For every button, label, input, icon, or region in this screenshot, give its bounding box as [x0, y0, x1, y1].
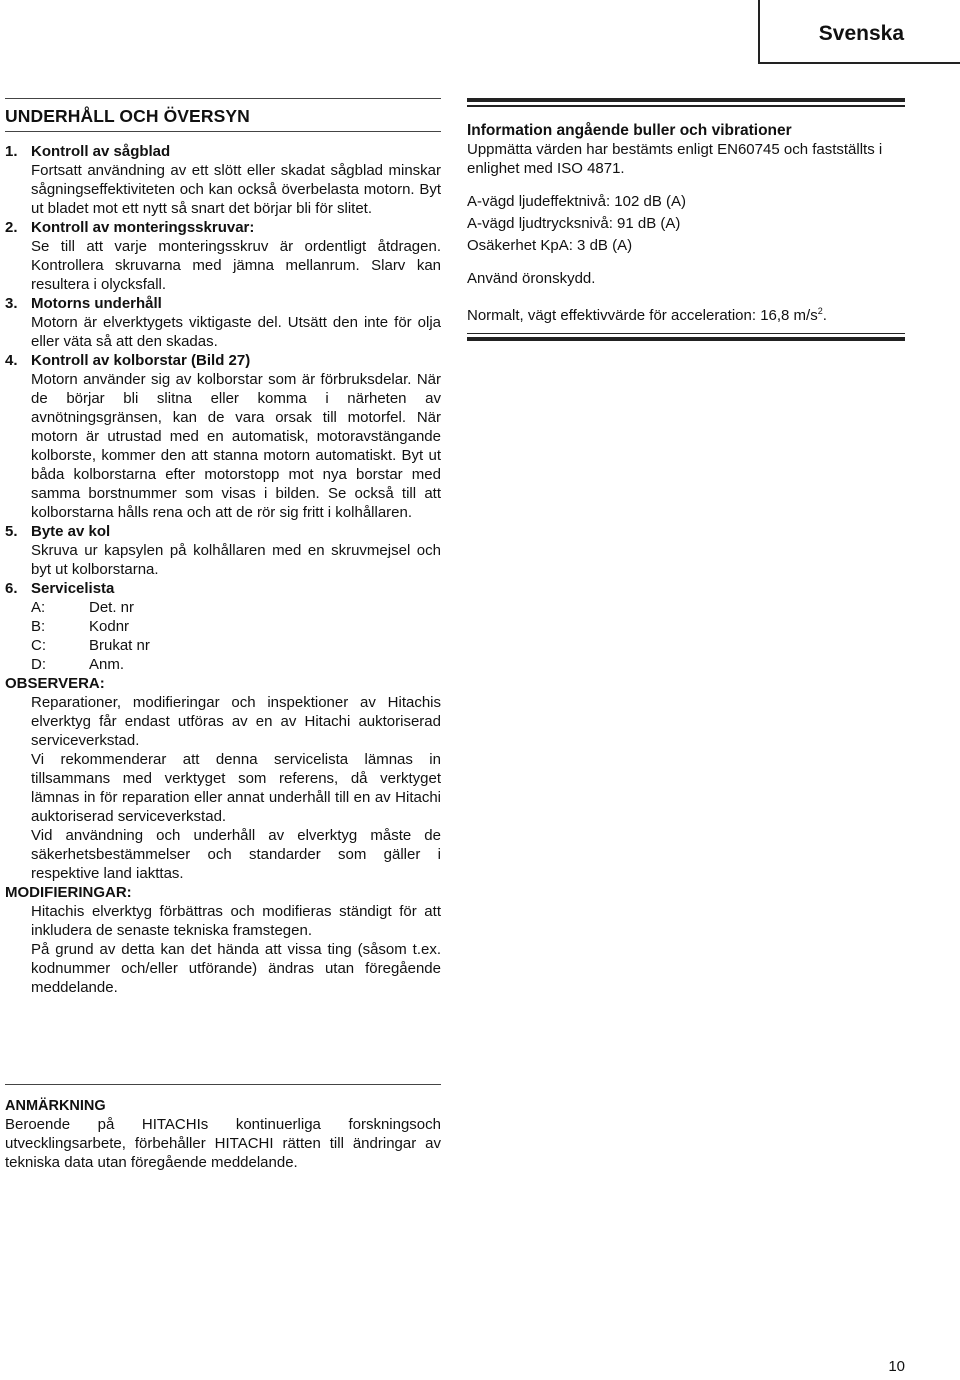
service-list-row [31, 617, 441, 636]
service-key: B: [31, 618, 46, 635]
observera-paragraph: Reparationer, modifieringar och inspektioner av Hitachis elverktyg får endast utföras av en av Hitachi auktoriserad serviceverkstad. [31, 694, 441, 749]
observera-paragraph: Vid användning och underhåll av elverktyg måste de säkerhetsbestämmelser och standarder som gäller i respektive land iakttas. [31, 827, 441, 882]
vibration-value [467, 302, 905, 325]
item-title: Servicelista [31, 580, 115, 597]
service-list-row [31, 598, 441, 617]
service-key: A: [31, 599, 46, 616]
service-value: Brukat nr [89, 637, 150, 654]
noise-vibration-info [467, 98, 905, 341]
maintenance-item [5, 579, 441, 674]
bottom-thin-rule [467, 333, 905, 335]
service-value: Kodnr [89, 618, 130, 635]
vibration-text: Normalt, vägt effektivvärde för acceleration: 16,8 m/s [467, 306, 818, 324]
item-title: Kontroll av sågblad [31, 143, 171, 160]
info-title: Information angående buller och vibrationer [467, 121, 792, 139]
item-body: Se till att varje monteringsskruv är ordentligt åtdragen. Kontrollera skruvarna med jämna mellanrum. Slarv kan resultera i olycksfall. [31, 238, 441, 293]
observera-paragraph: Vi rekommenderar att denna servicelista lämnas in tillsammans med verktyget som referens, då verktyget lämnas in för reparation eller annat underhåll till en av Hitachi auktoriserad serviceverkstad. [31, 751, 441, 825]
top-thin-rule [467, 105, 905, 107]
maintenance-item [5, 218, 441, 294]
maintenance-item [5, 142, 441, 218]
maintenance-item [5, 522, 441, 579]
sound-power-level: A-vägd ljudeffektnivå: 102 dB (A) [467, 192, 687, 210]
service-list-row [31, 636, 441, 655]
item-number: 4. [5, 352, 18, 369]
item-number: 2. [5, 219, 18, 236]
item-number: 6. [5, 580, 18, 597]
item-body: Fortsatt användning av ett slött eller skadat sågblad minskar sågningseffektiviteten och kan också överbelasta motorn. Byt ut bladet mot ett nytt så snart det börjar bli för slitet. [31, 162, 441, 217]
item-body: Skruva ur kapsylen på kolhållaren med en skruvmejsel och byt ut kolborstarna. [31, 542, 441, 578]
service-key: D: [31, 656, 46, 673]
item-title: Kontroll av kolborstar (Bild 27) [31, 352, 251, 369]
language-tab [758, 0, 960, 64]
title-rule [5, 131, 441, 132]
bottom-thick-rule [467, 337, 905, 341]
item-title: Motorns underhåll [31, 295, 162, 312]
modifieringar-title: MODIFIERINGAR: [5, 884, 132, 901]
vibration-end: . [822, 306, 827, 324]
maintenance-section [5, 98, 441, 997]
note-box [5, 1084, 441, 1172]
uncertainty-level: Osäkerhet KpA: 3 dB (A) [467, 236, 633, 254]
language-label: Svenska [818, 22, 904, 45]
top-thick-rule [467, 98, 905, 102]
service-list-row [31, 655, 441, 674]
observera-title: OBSERVERA: [5, 675, 105, 692]
service-value: Anm. [89, 656, 125, 673]
service-key: C: [31, 637, 46, 654]
ear-protection-note: Använd öronskydd. [467, 269, 596, 287]
note-title: ANMÄRKNING [5, 1098, 106, 1114]
note-body: Beroende på HITACHIs kontinuerliga forskningsoch utvecklingsarbete, förbehåller HITACHI rätten till ändringar av tekniska data utan föregående meddelande. [5, 1116, 441, 1171]
maintenance-item [5, 294, 441, 351]
info-intro: Uppmätta värden har bestämts enligt EN60745 och fastställts i enlighet med ISO 4871. [467, 140, 883, 177]
item-number: 5. [5, 523, 18, 540]
item-number: 3. [5, 295, 18, 312]
note-rule [5, 1084, 441, 1085]
section-title: UNDERHÅLL OCH ÖVERSYN [5, 106, 250, 126]
item-body: Motorn är elverktygets viktigaste del. Utsätt den inte för olja eller väta så att den skadas. [31, 314, 441, 350]
maintenance-item [5, 351, 441, 522]
top-rule [5, 98, 441, 99]
service-value: Det. nr [89, 599, 135, 616]
item-body: Motorn använder sig av kolborstar som är förbruksdelar. När de börjar bli slitna eller komma i närheten av avnötningsgränsen, kan de vara orsak till motorfel. När motorn är utrustad med en automatisk, motoravstängande kolborste, kommer den att stanna motorn automatiskt. Byt ut båda kolborstarna efter motorstopp mot nya borstar med samma borstnummer som visas i bilden. Se också till att kolborstarna hålls rena och att de rör sig fritt i kolhållaren. [31, 371, 441, 521]
item-title: Kontroll av monteringsskruvar: [31, 219, 255, 236]
page-number: 10 [888, 1358, 905, 1375]
modifieringar-paragraph: På grund av detta kan det hända att vissa ting (såsom t.ex. kodnummer och/eller utförande) ändras utan föregående meddelande. [31, 941, 441, 996]
sound-pressure-level: A-vägd ljudtrycksnivå: 91 dB (A) [467, 214, 681, 232]
modifieringar-paragraph: Hitachis elverktyg förbättras och modifieras ständigt för att inkludera de senaste tekniska framstegen. [31, 903, 441, 939]
item-title: Byte av kol [31, 523, 111, 540]
item-number: 1. [5, 143, 18, 160]
vibration-superscript: 2 [817, 305, 823, 316]
